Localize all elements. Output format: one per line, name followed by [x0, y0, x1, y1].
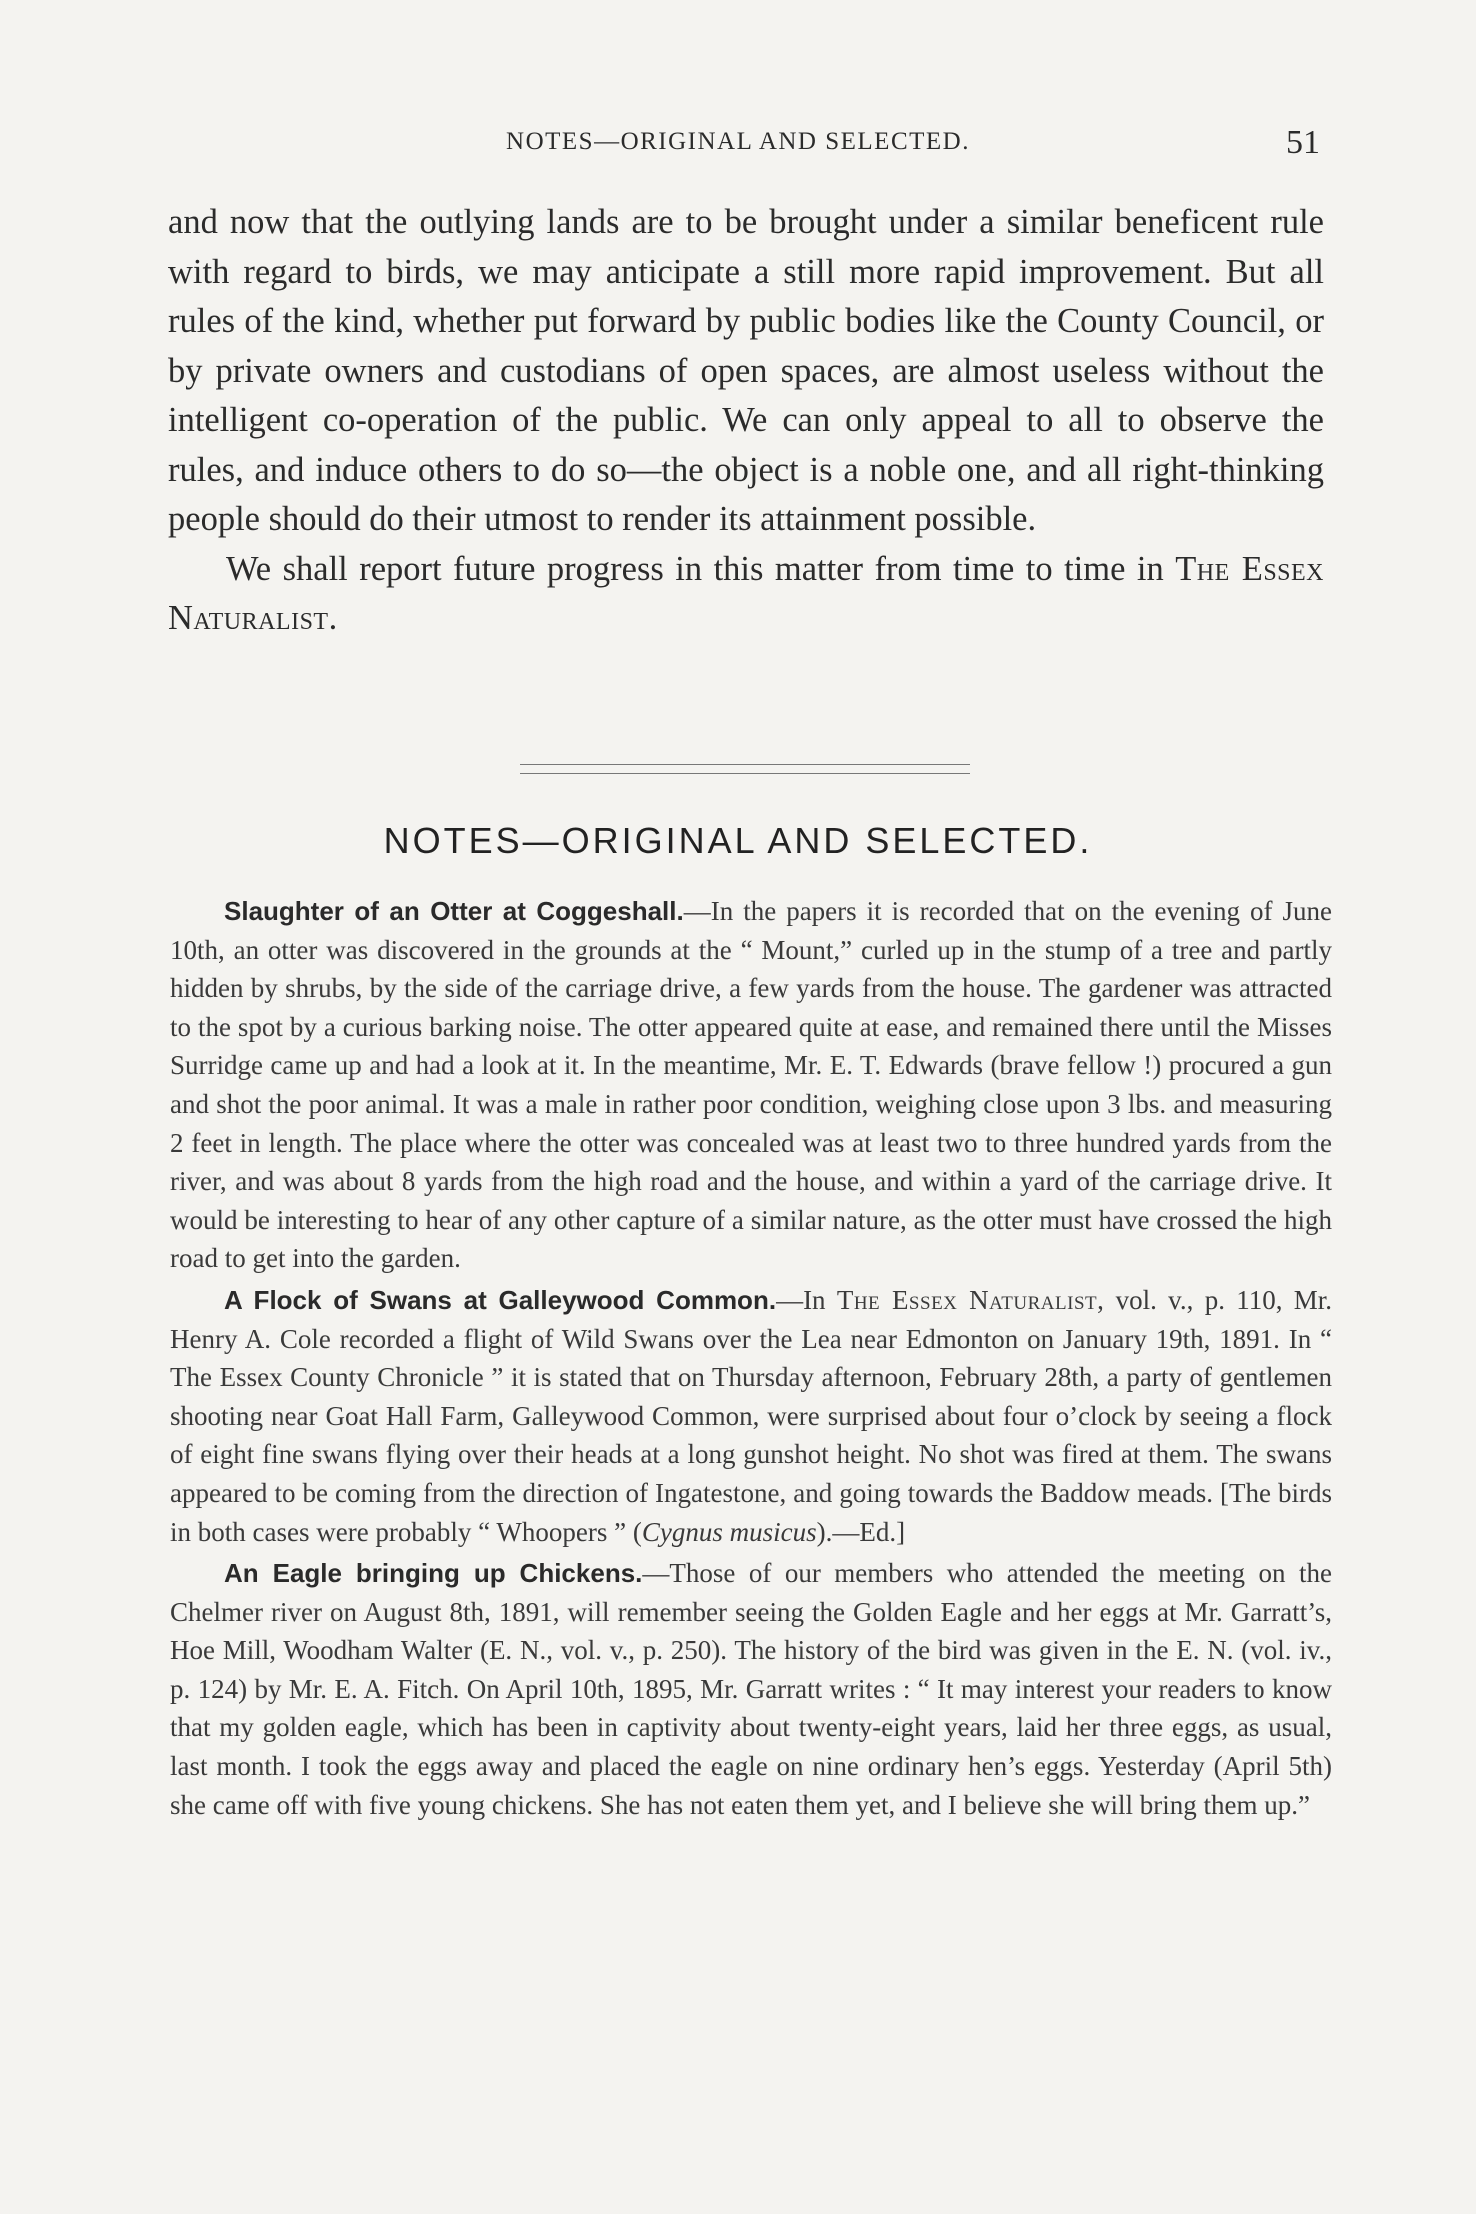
species-name: Cygnus musicus [641, 1516, 817, 1547]
note-body: —In the papers it is recorded that on the evening of June 10th, an otter was discovered in the grounds at the “ Mount,” curled up in the stump of a tree and partly hidden by shrubs, by the side of the carriage drive, a few yards from the house. The gardener was attracted to the spot by a curious barking noise. The otter appeared quite at ease, and remained there until the Misses Surridge came up and had a look at it. In the meantime, Mr. E. T. Edwards (brave fellow !) procured a gun and shot the poor animal. It was a male in rather poor condition, weighing close upon 3 lbs. and measuring 2 feet in length. The place where the otter was concealed was at least two to three hundred yards from the river, and was about 8 yards from the high road and the house, and within a yard of the carriage drive. It would be interesting to hear of any other capture of a similar nature, as the otter must have crossed the high road to get into the garden. [170, 896, 1333, 1274]
note-body: vol. v., p. 110, Mr. Henry A. Cole recorded a flight of Wild Swans over the Lea near Edmonton on January 19th, 1891. In “ The Essex County Chronicle ” it is stated that on Thursday afternoon, February 28th, a party of gentlemen shooting near Goat Hall Farm, Galleywood Common, were surprised about four o’clock by seeing a flock of eight fine swans flying over their heads at a long gunshot height. No shot was fired at them. The swans appeared to be coming from the direction of Ingatestone, and going towards the Baddow meads. [The birds in both cases were probably “ Whoopers ” ( [170, 1284, 1333, 1547]
note-title: Slaughter of an Otter at Coggeshall. [224, 896, 684, 926]
section-divider [520, 764, 970, 774]
notes-section [170, 892, 1332, 1827]
note-paragraph [170, 892, 1332, 1278]
running-title: NOTES—ORIGINAL AND SELECTED. [506, 128, 970, 155]
journal-title: The Essex Naturalist, [836, 1284, 1105, 1315]
section-heading: NOTES—ORIGINAL AND SELECTED. [383, 820, 1093, 861]
running-head [0, 124, 1476, 168]
paragraph-text: We shall report future progress in this matter from time to time in [226, 549, 1164, 588]
journal-title: The Essex Naturalist. [168, 549, 1325, 637]
note-paragraph [170, 1281, 1332, 1551]
note-body: —Those of our members who attended the meeting on the Chelmer river on August 8th, 1891, will remember seeing the Golden Eagle and her eggs at Mr. Garratt’s, Hoe Mill, Woodham Walter (E. N., vol. v., p. 250). The history of the bird was given in the E. N. (vol. iv., p. 124) by Mr. E. A. Fitch. On April 10th, 1895, Mr. Garratt writes : “ It may interest your readers to know that my golden eagle, which has been in captivity about twenty-eight years, laid her three eggs, as usual, last month. I took the eggs away and placed the eagle on nine ordinary hen’s eggs. Yesterday (April 5th) she came off with five young chickens. She has not eaten them yet, and I believe she will bring them up.” [170, 1558, 1332, 1820]
note-title: A Flock of Swans at Galleywood Common. [224, 1284, 777, 1315]
note-body: —In [776, 1284, 826, 1315]
page-number: 51 [1286, 124, 1320, 161]
upper-article-text [168, 198, 1324, 644]
paragraph: and now that the outlying lands are to be brought under a similar beneficent rule with regard to birds, we may anticipate a still more rapid improvement. But all rules of the kind, whether put forward by public bodies like the County Council, or by private owners and custodians of open spaces, are almost useless without the intelligent co-operation of the public. We can only appeal to all to observe the rules, and induce others to do so—the object is a noble one, and all right-thinking people should do their utmost to render its attainment possible. [168, 203, 1324, 538]
note-body: ).—Ed.] [816, 1516, 906, 1547]
note-title: An Eagle bringing up Chickens. [224, 1558, 643, 1589]
paragraph [168, 545, 1324, 644]
note-paragraph [170, 1554, 1332, 1824]
